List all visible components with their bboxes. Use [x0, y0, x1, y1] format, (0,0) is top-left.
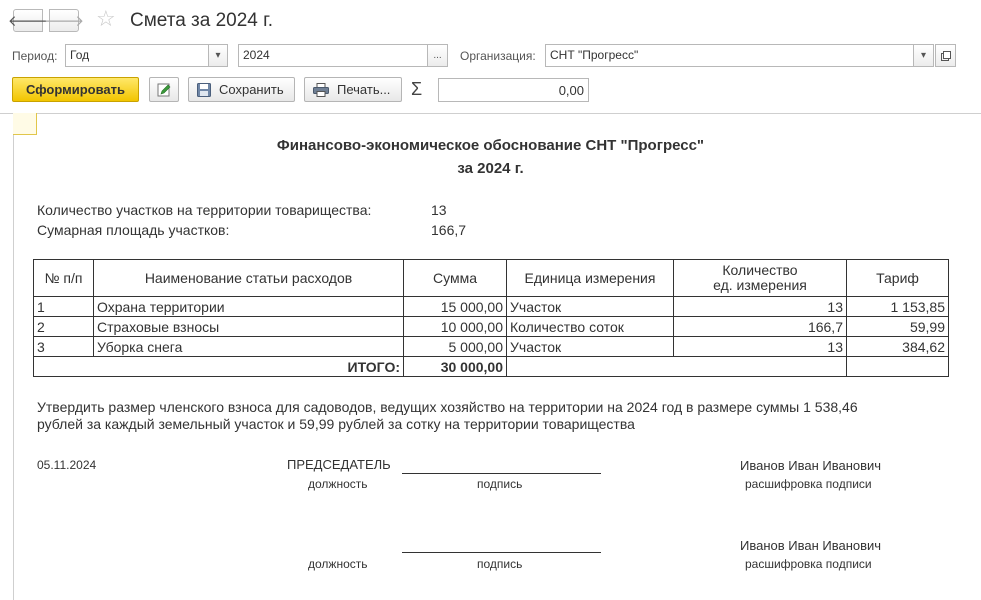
sum-field: 0,00 — [438, 78, 589, 102]
row-tariff: 384,62 — [847, 337, 949, 357]
print-button[interactable] — [304, 77, 402, 102]
position-chairman: ПРЕДСЕДАТЕЛЬ — [287, 457, 391, 472]
total-empty-cell — [507, 357, 847, 377]
total-value: 30 000,00 — [404, 357, 507, 377]
generate-button[interactable]: Сформировать — [12, 77, 139, 102]
position-caption: должность — [308, 557, 368, 571]
row-tariff: 59,99 — [847, 317, 949, 337]
column-header-name: Наименование статьи расходов — [94, 260, 404, 297]
arrow-right-icon: 🡒 — [43, 13, 85, 30]
row-unit: Участок — [507, 297, 674, 317]
row-sum: 5 000,00 — [404, 337, 507, 357]
signer-caption: расшифровка подписи — [745, 477, 872, 491]
row-num: 2 — [34, 317, 94, 337]
open-window-icon — [941, 51, 951, 61]
forward-button[interactable] — [43, 9, 85, 32]
title-bar — [0, 0, 981, 42]
table-header-row — [34, 260, 949, 297]
area-value: 166,7 — [431, 222, 467, 238]
organization-open-button[interactable] — [935, 44, 956, 67]
favorite-star-icon[interactable]: ☆ — [96, 6, 116, 31]
period-select[interactable]: Год — [65, 44, 209, 67]
column-header-tariff: Тариф — [847, 260, 949, 297]
save-button[interactable] — [188, 77, 295, 102]
signature-caption: подпись — [477, 557, 523, 571]
year-select-button[interactable]: ... — [427, 44, 448, 67]
expenses-table — [33, 259, 949, 377]
table-row — [34, 317, 949, 337]
print-button-label: Печать... — [337, 82, 391, 97]
report-date: 05.11.2024 — [37, 458, 97, 472]
signature-line — [402, 552, 601, 553]
row-name: Охрана территории — [94, 297, 404, 317]
printer-icon — [313, 83, 329, 97]
signer-caption: расшифровка подписи — [745, 557, 872, 571]
report-title: Финансово-экономическое обоснование СНТ "Прогресс" — [276, 137, 705, 154]
dropdown-arrow-icon: ▾ — [920, 50, 927, 61]
organization-dropdown-button[interactable] — [913, 44, 934, 67]
total-empty-cell — [847, 357, 949, 377]
period-label: Период: — [12, 49, 58, 63]
signature-caption: подпись — [477, 477, 523, 491]
arrow-left-icon: 🡐 — [7, 13, 49, 30]
report-border-top — [0, 113, 981, 114]
total-label: ИТОГО: — [34, 357, 404, 377]
dropdown-arrow-icon: ▾ — [215, 50, 221, 61]
column-header-qty-line1: Количество — [722, 262, 798, 278]
row-qty: 13 — [674, 337, 847, 357]
report-border-left — [13, 113, 14, 600]
row-unit: Участок — [507, 337, 674, 357]
year-input[interactable]: 2024 — [238, 44, 428, 67]
sigma-icon: Σ — [411, 79, 423, 99]
row-sum: 15 000,00 — [404, 297, 507, 317]
signature-line — [402, 473, 601, 474]
row-name: Уборка снега — [94, 337, 404, 357]
row-sum: 10 000,00 — [404, 317, 507, 337]
save-button-label: Сохранить — [219, 82, 284, 97]
signer-name: Иванов Иван Иванович — [740, 458, 882, 473]
table-row — [34, 297, 949, 317]
organization-label: Организация: — [460, 49, 536, 63]
row-num: 3 — [34, 337, 94, 357]
row-num: 1 — [34, 297, 94, 317]
column-header-unit: Единица измерения — [507, 260, 674, 297]
signer-name: Иванов Иван Иванович — [740, 538, 882, 553]
edit-button[interactable] — [149, 77, 179, 102]
column-header-num: № п/п — [34, 260, 94, 297]
pencil-icon — [156, 82, 172, 98]
page-title: Смета за 2024 г. — [130, 10, 274, 31]
table-row — [34, 337, 949, 357]
back-button[interactable] — [7, 9, 49, 32]
row-qty: 166,7 — [674, 317, 847, 337]
row-qty: 13 — [674, 297, 847, 317]
organization-select[interactable]: СНТ "Прогресс" — [545, 44, 914, 67]
area-label: Сумарная площадь участков: — [37, 222, 230, 238]
column-header-qty-line2: ед. измерения — [713, 277, 807, 293]
report-subtitle: за 2024 г. — [457, 160, 524, 177]
column-header-qty — [674, 260, 847, 297]
resolution-line2: рублей за каждый земельный участок и 59,99 рублей за сотку на территории товарищества — [37, 416, 635, 432]
position-caption: должность — [308, 477, 368, 491]
row-tariff: 1 153,85 — [847, 297, 949, 317]
plots-count-label: Количество участков на территории товарищества: — [37, 202, 372, 218]
report-cell-cursor[interactable] — [13, 113, 37, 135]
period-dropdown-button[interactable] — [208, 44, 228, 67]
plots-count-value: 13 — [431, 202, 447, 218]
row-name: Страховые взносы — [94, 317, 404, 337]
table-total-row — [34, 357, 949, 377]
column-header-sum: Сумма — [404, 260, 507, 297]
row-unit: Количество соток — [507, 317, 674, 337]
floppy-disk-icon — [197, 83, 211, 97]
resolution-line1: Утвердить размер членского взноса для садоводов, ведущих хозяйство на территории на 2024 год в размере суммы 1 538,46 — [37, 399, 858, 415]
